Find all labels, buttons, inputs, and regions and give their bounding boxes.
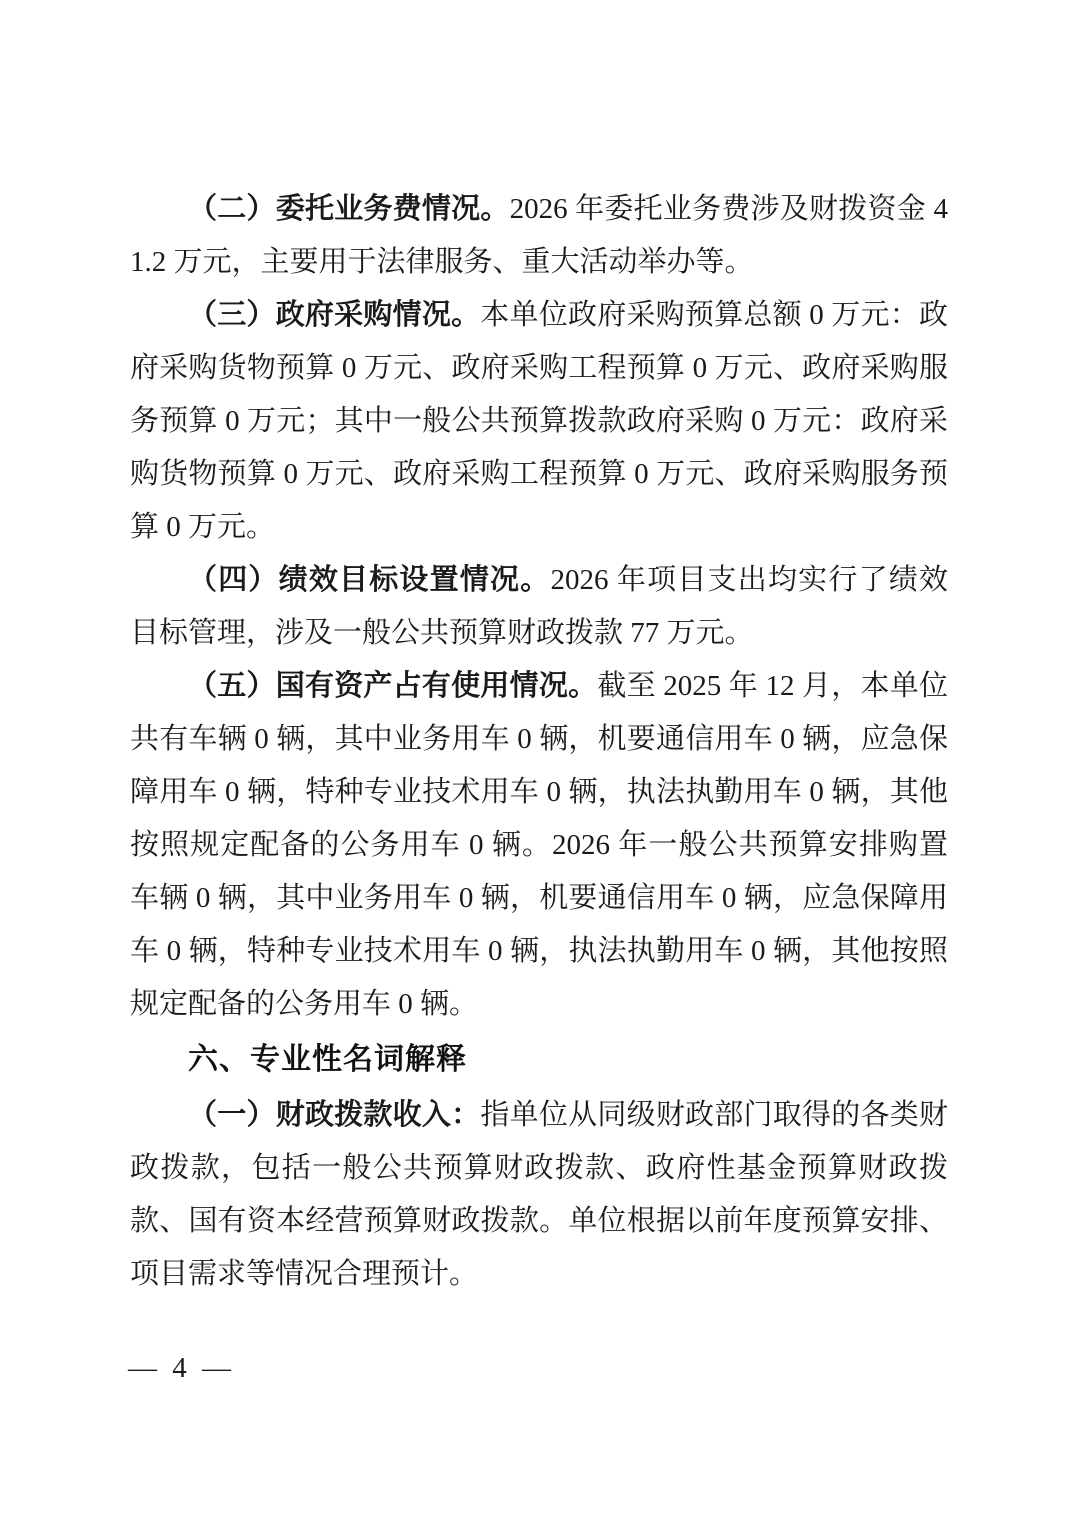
paragraph-text: 2026 年委托业务费涉及财拨资金 41.2 万元，主要用于法律服务、重大活动举办等。 (130, 193, 948, 278)
paragraph-lead: （三）政府采购情况。 (188, 299, 481, 331)
paragraph-definition-fiscal-appropriation (130, 1089, 948, 1301)
paragraph-text: 截至 2025 年 12 月，本单位共有车辆 0 辆，其中业务用车 0 辆，机要通信用车 0 辆，应急保障用车 0 辆，特种专业技术用车 0 辆，执法执勤用车 0 辆，其他按照规定配备的公务用车 0 辆。2026 年一般公共预算安排购置车辆 0 辆，其中业务用车 0 辆，机要通信用车 0 辆，应急保障用车 0 辆，特种专业技术用车 0 辆，执法执勤用车 0 辆，其他按照规定配备的公务用车 0 辆。 (130, 670, 948, 1020)
paragraph-lead: （二）委托业务费情况。 (188, 193, 510, 225)
paragraph-government-procurement (130, 289, 948, 554)
section-heading-terminology: 六、专业性名词解释 (188, 1043, 467, 1076)
paragraph-text: 本单位政府采购预算总额 0 万元：政府采购货物预算 0 万元、政府采购工程预算 0 万元、政府采购服务预算 0 万元；其中一般公共预算拨款政府采购 0 万元：政府采购货物预算 0 万元、政府采购工程预算 0 万元、政府采购服务预算 0 万元。 (130, 299, 948, 543)
paragraph-text: 2026 年项目支出均实行了绩效目标管理，涉及一般公共预算财政拨款 77 万元。 (130, 564, 948, 649)
document-body (130, 183, 948, 1301)
paragraph-text: 指单位从同级财政部门取得的各类财政拨款，包括一般公共预算财政拨款、政府性基金预算财政拨款、国有资本经营预算财政拨款。单位根据以前年度预算安排、项目需求等情况合理预计。 (130, 1099, 948, 1290)
paragraph-performance-targets (130, 554, 948, 660)
paragraph-lead: （四）绩效目标设置情况。 (188, 564, 551, 596)
page-number: — 4 — (128, 1352, 235, 1384)
paragraph-entrusted-services (130, 183, 948, 289)
paragraph-lead: （一）财政拨款收入： (188, 1099, 481, 1131)
paragraph-lead: （五）国有资产占有使用情况。 (188, 670, 598, 702)
paragraph-state-assets (130, 660, 948, 1031)
